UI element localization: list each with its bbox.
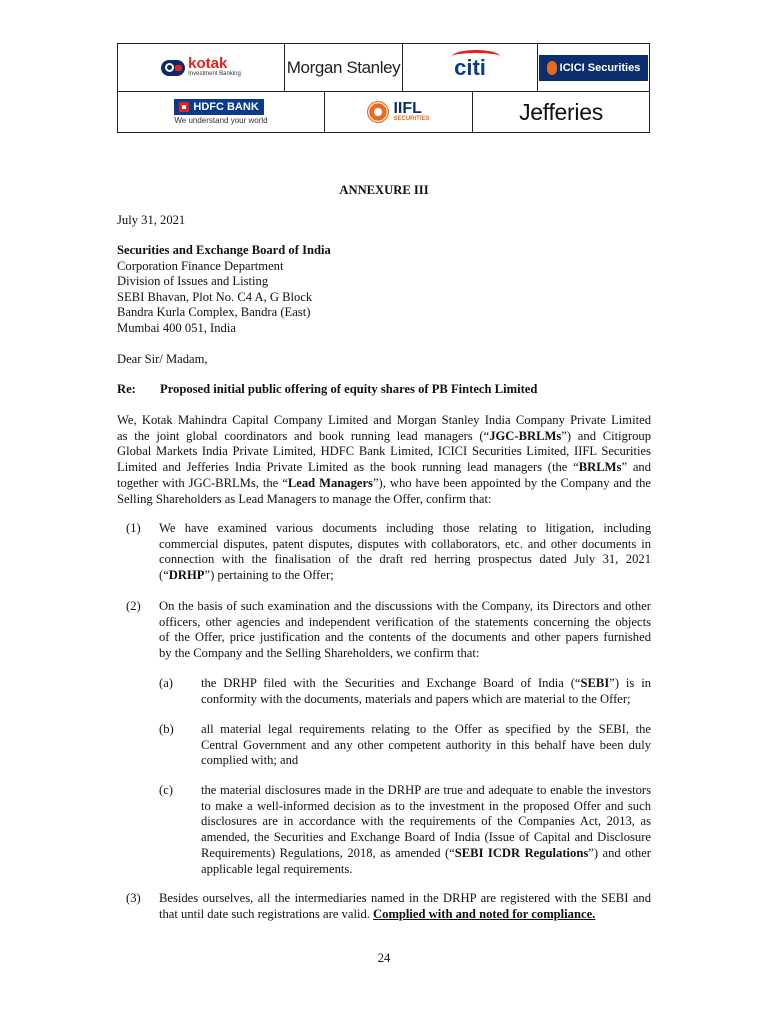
kotak-logo: kotak Investment Banking bbox=[161, 57, 241, 78]
address-line: Division of Issues and Listing bbox=[117, 274, 269, 289]
paragraph-line: of the Offer, price justification and the contents of the documents and other papers furnished bbox=[159, 630, 651, 645]
paragraph-line: that until date such registrations are valid. Complied with and noted for compliance. bbox=[159, 906, 596, 921]
paragraph-line: Central Government and any other competent authority in this behalf have been duly bbox=[201, 737, 651, 752]
paragraph-line: all material legal requirements relating to the Offer as specified by the SEBI, the bbox=[201, 722, 651, 736]
iifl-securities-logo: IIFL SECURITIES bbox=[367, 101, 429, 123]
paragraph-line: Global Markets India Private Limited, HDFC Bank Limited, ICICI Securities Limited, IIFL Securities bbox=[117, 444, 651, 459]
letter-date: July 31, 2021 bbox=[117, 213, 186, 227]
address-line: SEBI Bhavan, Plot No. C4 A, G Block bbox=[117, 289, 313, 304]
morgan-stanley-logo: Morgan Stanley bbox=[286, 57, 401, 77]
paragraph-line: complied with; and bbox=[201, 753, 299, 768]
recipient-address bbox=[117, 243, 331, 337]
salutation: Dear Sir/ Madam, bbox=[117, 352, 208, 366]
recipient-org: Securities and Exchange Board of India bbox=[117, 243, 331, 257]
page-number: 24 bbox=[377, 951, 391, 965]
icici-icon bbox=[547, 61, 557, 75]
sub-a-text bbox=[201, 676, 651, 707]
paragraph-line: officers, other agencies and independent verification of the statements concerning the objects bbox=[159, 614, 651, 629]
paragraph-line: commercial disputes, patent disputes, disputes with collaborators, etc. and other documents in bbox=[159, 536, 651, 551]
sub-b-text bbox=[201, 722, 651, 769]
citi-arc-icon bbox=[452, 50, 500, 63]
jgc-brlms-term: JGC-BRLMs bbox=[489, 428, 562, 443]
paragraph-line: as the joint global coordinators and book running lead managers (“JGC-BRLMs”) and Citigroup bbox=[117, 428, 651, 443]
paragraph-line: the DRHP filed with the Securities and Exchange Board of India (“SEBI”) is in bbox=[201, 676, 651, 690]
paragraph-line: the material disclosures made in the DRHP are true and adequate to enable the investors bbox=[201, 783, 651, 797]
kotak-logo-cell bbox=[118, 44, 284, 91]
citi-logo-cell bbox=[402, 44, 537, 91]
paragraph-line: disclosures are in accordance with the requirements of the Companies Act, 2013, as bbox=[201, 814, 651, 829]
paragraph-line: amended, the Securities and Exchange Board of India (Issue of Capital and Disclosure bbox=[201, 830, 651, 845]
address-line: Mumbai 400 051, India bbox=[117, 320, 236, 335]
jefferies-logo: Jefferies bbox=[519, 98, 603, 125]
paragraph-line: applicable legal requirements. bbox=[201, 861, 353, 876]
paragraph-line: We, Kotak Mahindra Capital Company Limited and Morgan Stanley India Company Private Limited bbox=[117, 413, 651, 427]
sub-c-text bbox=[201, 783, 651, 877]
paragraph-line: to make a well-informed decision as to the investment in the proposed Offer and such bbox=[201, 798, 651, 813]
hdfc-logo-cell bbox=[118, 92, 324, 132]
citi-logo: citi bbox=[454, 55, 486, 81]
item-3-number: (3) bbox=[126, 891, 141, 905]
paragraph-line: together with JGC-BRLMs, the “Lead Managers”), who have been appointed by the Company and the bbox=[117, 475, 651, 490]
compliance-note: Complied with and noted for compliance. bbox=[373, 906, 596, 921]
sub-b-number: (b) bbox=[159, 722, 174, 736]
address-line: Bandra Kurla Complex, Bandra (East) bbox=[117, 305, 311, 320]
sub-a-number: (a) bbox=[159, 676, 173, 690]
drhp-term: DRHP bbox=[168, 568, 205, 583]
icici-logo-cell bbox=[537, 44, 649, 91]
paragraph-line: Selling Shareholders as Lead Managers to manage the Offer, confirm that: bbox=[117, 491, 492, 506]
hdfc-icon bbox=[179, 102, 189, 112]
sebi-term: SEBI bbox=[580, 676, 610, 690]
item-1-text bbox=[159, 521, 651, 584]
item-2-number: (2) bbox=[126, 599, 141, 613]
paragraph-line: by the Company and the Selling Shareholders, we confirm that: bbox=[159, 646, 480, 661]
paragraph-line: (“DRHP”) pertaining to the Offer; bbox=[159, 568, 334, 583]
paragraph-line: connection with the finalisation of the draft red herring prospectus dated July 31, 2021 bbox=[159, 552, 651, 567]
annexure-title: ANNEXURE III bbox=[339, 183, 429, 197]
paragraph-line: We have examined various documents including those relating to litigation, including bbox=[159, 521, 651, 535]
jefferies-logo-cell bbox=[472, 92, 649, 132]
paragraph-line: Requirements) Regulations, 2018, as amended (“SEBI ICDR Regulations”) and other bbox=[201, 845, 651, 860]
kotak-icon bbox=[161, 60, 185, 76]
address-line: Corporation Finance Department bbox=[117, 258, 284, 273]
hdfc-bank-logo: HDFC BANK We understand your world bbox=[174, 101, 268, 125]
logos-row-2 bbox=[118, 92, 649, 132]
item-3-text bbox=[159, 891, 651, 922]
sebi-icdr-term: SEBI ICDR Regulations bbox=[454, 845, 589, 860]
bank-logos-table bbox=[117, 43, 650, 133]
re-subject: Proposed initial public offering of equity shares of PB Fintech Limited bbox=[160, 382, 538, 396]
iifl-logo-cell bbox=[324, 92, 472, 132]
item-2-text bbox=[159, 599, 651, 662]
logos-row-1 bbox=[118, 44, 649, 92]
icici-securities-logo: ICICI Securities bbox=[539, 55, 649, 81]
iifl-icon bbox=[367, 101, 389, 123]
paragraph-line: conformity with the documents, materials and papers which are material to the Offer; bbox=[201, 691, 631, 706]
lead-managers-term: Lead Managers bbox=[287, 475, 373, 490]
sub-c-number: (c) bbox=[159, 783, 173, 797]
brlms-term: BRLMs bbox=[578, 460, 622, 475]
re-label: Re: bbox=[117, 382, 136, 396]
item-1-number: (1) bbox=[126, 521, 141, 535]
paragraph-line: Besides ourselves, all the intermediaries named in the DRHP are registered with the SEBI and bbox=[159, 891, 651, 905]
paragraph-line: Limited and Jefferies India Private Limited as the book running lead managers (the “BRLMs” and bbox=[117, 460, 652, 475]
intro-paragraph bbox=[117, 413, 651, 507]
paragraph-line: On the basis of such examination and the discussions with the Company, its Directors and other bbox=[159, 599, 651, 613]
morgan-stanley-logo-cell bbox=[284, 44, 402, 91]
